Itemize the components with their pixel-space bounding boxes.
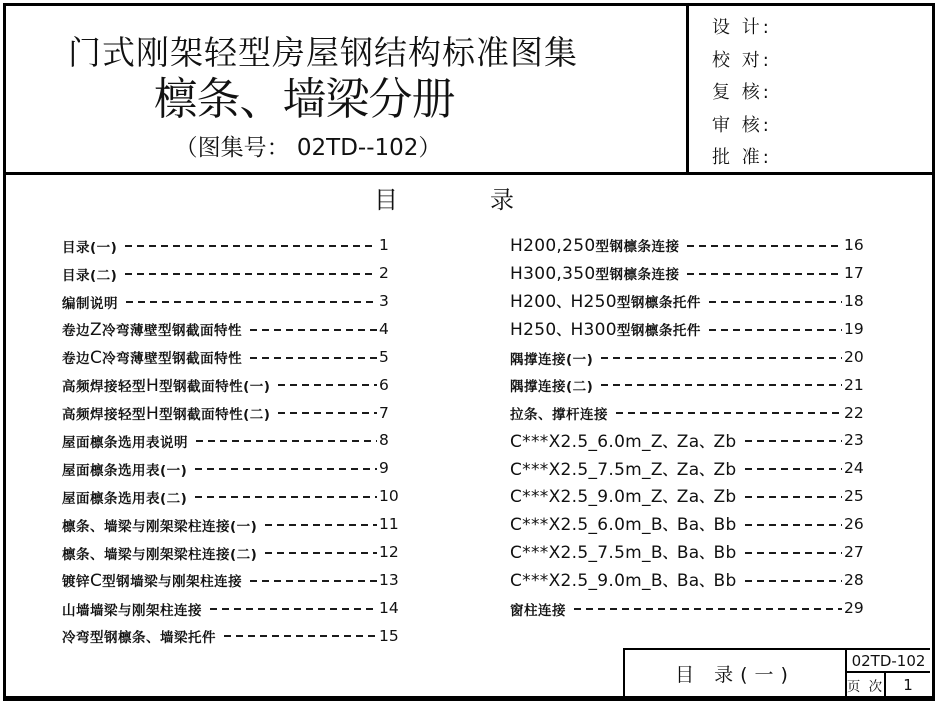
toc-label-segment: C***X2.5_6.0m_Z [510,431,663,452]
dash-leader [195,468,377,470]
toc-entry-page: 1 [379,236,389,255]
toc-column-right [510,232,872,622]
toc-entry [510,455,872,483]
atlas-no-cell: 02TD-102 [847,650,930,673]
toc-entry-label [62,292,118,312]
toc-label-segment: Zb [713,459,737,480]
toc-entry-label [510,570,737,591]
toc-label-segment: C***X2.5_9.0m_B [510,571,663,592]
toc-label-segment: Za [676,487,700,508]
toc-entry-label [510,319,701,340]
toc-label-segment: 镀锌 [62,574,90,591]
dash-leader [196,440,377,442]
toc-label-segment: H [146,375,160,396]
toc-entry [510,427,872,455]
toc-label-segment: 目录(二) [62,267,118,284]
sheet-border [3,3,935,701]
toc-label-segment: 、 [662,518,677,535]
toc-entry-label [62,236,117,256]
toc-entry [510,371,872,399]
toc-entry-page: 28 [844,570,864,589]
page-label-cell: 页 次 [847,673,886,696]
signature-row: 校 对: [712,49,772,71]
toc-label-segment: C***X2.5_9.0m_Z [510,487,663,508]
toc-entry-label [510,348,593,368]
toc-entry-label [510,235,679,256]
toc-label-segment: 檩条、墙梁与刚架梁柱连接(一) [62,518,258,535]
toc-label-segment: Za [676,459,700,480]
toc-label-segment: 型钢檩条托件 [616,323,701,340]
toc-entry-page: 13 [379,570,399,589]
dash-leader [125,245,377,247]
toc-label-segment: Bb [713,571,737,592]
toc-entry-label [62,570,242,591]
toc-label-segment: H [146,403,160,424]
dash-leader [125,273,377,275]
toc-label-segment: 、 [699,546,714,563]
toc-entry-label [510,514,737,535]
toc-label-segment: 檩条、墙梁与刚架梁柱连接(二) [62,546,258,563]
toc-label-segment: 型钢墙梁与刚架柱连接 [102,574,243,591]
toc-entry-page: 16 [844,236,864,255]
toc-label-segment: 屋面檩条选用表(一) [62,463,188,480]
dash-leader [745,468,842,470]
toc-entry-label [510,431,737,452]
dash-leader [250,357,377,359]
toc-entry-label [62,431,188,451]
toc-label-segment: C***X2.5_6.0m_B [510,515,663,536]
toc-label-segment: C [90,571,103,592]
toc-label-segment: 山墙墙梁与刚架柱连接 [62,602,202,619]
toc-entry [62,399,407,427]
toc-entry-page: 3 [379,291,389,310]
toc-label-segment: H300 [570,320,617,341]
dash-leader [745,496,842,498]
toc-label-segment: Bb [713,543,737,564]
dash-leader [616,412,842,414]
signature-row: 复 核: [712,82,772,103]
toc-entry-label [62,459,187,479]
toc-entry-label [510,403,608,423]
toc-entry [62,455,407,483]
toc-entry-page: 17 [844,264,864,283]
toc-entry-page: 9 [379,459,389,478]
toc-label-segment: 、 [662,462,677,479]
toc-entry [62,232,407,260]
toc-entry-label [510,459,737,480]
dash-leader [687,245,842,247]
toc-entry [510,567,872,595]
dash-leader [601,357,842,359]
toc-entry-page: 4 [379,319,389,338]
sheet-name-cell: 目 录(一) [675,663,795,686]
title-block [623,648,930,696]
toc-label-segment: 、 [699,490,714,507]
signature-row: 设 计: [712,17,772,38]
toc-entry-label [62,319,242,340]
toc-entry-page: 6 [379,375,389,394]
toc-entry-label [510,375,593,395]
toc-heading [374,188,514,212]
toc-label-segment: 高频焊接轻型 [62,378,146,395]
toc-label-segment: 型钢截面特性(一) [159,378,271,395]
toc-entry-label [62,403,270,424]
toc-entry-page: 11 [379,515,399,534]
page-row [847,673,930,696]
toc-entry-label [62,543,257,563]
toc-entry [62,511,407,539]
toc-entry-page: 21 [844,375,864,394]
dash-leader [709,301,842,303]
toc-body [6,175,932,696]
toc-entry-label [62,599,202,619]
toc-entry [510,539,872,567]
toc-entry-page: 8 [379,431,389,450]
toc-label-segment: C***X2.5_7.5m_Z [510,459,663,480]
toc-label-segment: H250 [510,320,557,341]
toc-entry [510,344,872,372]
dash-leader [574,608,842,610]
dash-leader [278,384,377,386]
toc-entry-page: 5 [379,347,389,366]
toc-entry [510,316,872,344]
toc-entry [62,260,407,288]
toc-heading-char-1: 目 [374,186,398,214]
dash-leader [265,524,377,526]
toc-entry-label [510,291,701,312]
toc-label-segment: 冷弯薄壁型钢截面特性 [102,351,243,367]
signature-row: 审 核: [712,114,772,136]
toc-entry-label [62,487,187,507]
toc-label-segment: 高频焊接轻型 [62,406,146,423]
toc-entry-page: 7 [379,403,389,422]
toc-label-segment: 型钢檩条托件 [616,295,701,312]
toc-label-segment: 、 [662,490,677,507]
toc-column-left [62,232,407,650]
page-no-cell: 1 [903,675,913,694]
toc-label-segment: 、 [556,295,571,312]
toc-entry-label [510,263,679,284]
toc-entry-page: 10 [379,487,399,506]
toc-entry-label [510,599,566,619]
toc-entry-page: 2 [379,264,389,283]
toc-entry-page: 12 [379,542,399,561]
toc-entry-label [510,542,737,563]
dash-leader [601,384,842,386]
toc-label-segment: Bb [713,515,737,536]
toc-entry-page: 15 [379,626,399,645]
toc-label-segment: C [90,348,103,368]
toc-entry-label [62,347,242,368]
toc-label-segment: 、 [699,518,714,535]
toc-entry [62,567,407,595]
atlas-number-line: （图集号： 02TD--102） [174,135,442,161]
toc-entry-page: 27 [844,542,864,561]
toc-label-segment: C***X2.5_7.5m_B [510,543,663,564]
toc-label-segment: Ba [676,515,700,536]
toc-label-segment: Ba [676,571,700,592]
toc-label-segment: 编制说明 [62,295,118,312]
dash-leader [709,329,842,331]
toc-label-segment: 窗柱连接 [510,602,566,619]
toc-label-segment: 拉条、撑杆连接 [510,407,608,424]
toc-label-segment: Zb [713,431,737,452]
toc-entry-page: 18 [844,291,864,310]
toc-entry-page: 25 [844,487,864,506]
header [6,6,932,175]
toc-entry-page: 22 [844,403,864,422]
toc-label-segment: H250 [570,292,617,313]
toc-entry-label [62,626,216,646]
toc-entry [62,427,407,455]
toc-label-segment: Z [90,320,102,341]
toc-label-segment: 冷弯型钢檩条、墙梁托件 [62,630,216,647]
toc-entry-page: 24 [844,459,864,478]
dash-leader [210,608,377,610]
toc-label-segment: 屋面檩条选用表(二) [62,490,188,507]
toc-entry-page: 23 [844,431,864,450]
toc-label-segment: 、 [662,546,677,563]
dash-leader [250,329,377,331]
toc-label-segment: H200,250 [510,236,596,257]
toc-label-segment: 、 [556,323,571,340]
toc-entry [510,399,872,427]
toc-entry-label [62,375,270,396]
toc-entry [62,316,407,344]
toc-entry [62,595,407,623]
toc-entry [62,622,407,650]
toc-label-segment: 、 [699,434,714,451]
toc-entry [510,232,872,260]
toc-entry [62,288,407,316]
dash-leader [126,301,377,303]
dash-leader [745,440,842,442]
toc-label-segment: 卷边 [62,351,90,367]
dash-leader [195,496,377,498]
toc-entry [510,483,872,511]
dash-leader [265,552,377,554]
toc-entry-page: 29 [844,598,864,617]
toc-label-segment: H200 [510,292,557,313]
toc-entry-page: 26 [844,515,864,534]
dash-leader [687,273,842,275]
toc-label-segment: 隅撑连接(二) [510,379,594,396]
toc-label-segment: 目录(一) [62,239,118,256]
toc-label-segment: 卷边 [62,323,90,340]
toc-label-segment: 型钢截面特性(二) [159,406,271,423]
toc-entry [62,344,407,372]
toc-label-segment: 、 [699,574,714,591]
toc-entry [62,483,407,511]
toc-label-segment: 隅撑连接(一) [510,351,594,368]
toc-label-segment: 型钢檩条连接 [595,267,680,284]
toc-entry [510,260,872,288]
volume-title: 檩条、墙梁分册 [153,74,455,125]
toc-entry [510,288,872,316]
toc-label-segment: 、 [662,574,677,591]
toc-label-segment: 冷弯薄壁型钢截面特性 [101,323,242,340]
toc-label-segment: 型钢檩条连接 [595,239,680,256]
dash-leader [278,412,377,414]
toc-entry-page: 14 [379,598,399,617]
toc-entry-page: 20 [844,347,864,366]
signature-row: 批 准: [712,147,772,168]
series-title: 门式刚架轻型房屋钢结构标准图集 [68,33,578,72]
title-block-right [845,650,930,696]
dash-leader [745,580,842,582]
title-area [6,6,686,172]
toc-label-segment: Zb [713,487,737,508]
toc-label-segment: 、 [662,434,677,451]
toc-entry [62,539,407,567]
toc-entry [510,595,872,623]
toc-entry-page: 19 [844,319,864,338]
dash-leader [224,635,377,637]
toc-entry-label [510,486,737,507]
toc-entry [62,371,407,399]
toc-label-segment: 屋面檩条选用表说明 [62,435,188,452]
dash-leader [745,552,842,554]
toc-heading-char-2: 录 [490,186,514,214]
toc-entry [510,511,872,539]
toc-label-segment: Za [676,431,700,452]
dash-leader [250,580,377,582]
toc-entry-label [62,264,117,284]
signature-block [686,6,932,172]
dash-leader [745,524,842,526]
toc-label-segment: 、 [699,462,714,479]
toc-entry-label [62,515,257,535]
toc-label-segment: Ba [676,543,700,564]
toc-label-segment: H300,350 [510,264,596,285]
